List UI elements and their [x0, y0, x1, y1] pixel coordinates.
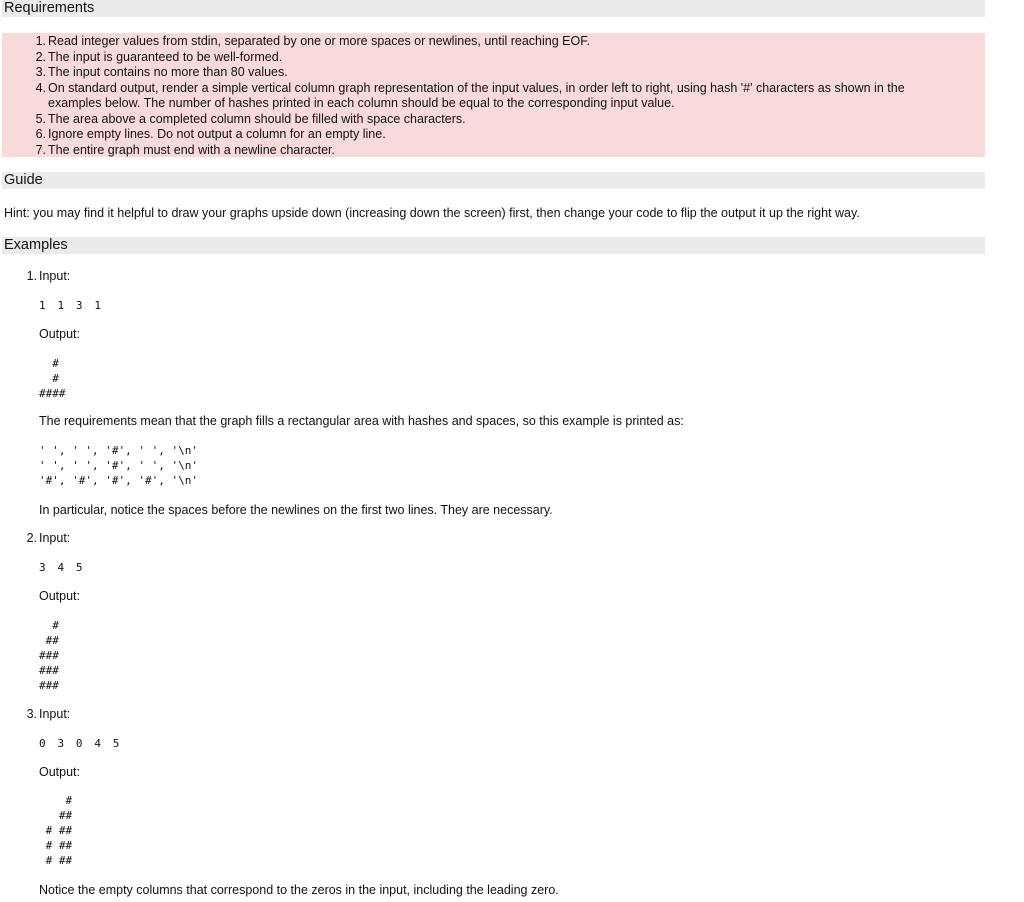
- guide-hint: Hint: you may find it helpful to draw your graphs upside down (increasing down the screen) first, then change your code to flip the output it up the right way.: [4, 206, 860, 220]
- list-number: 5.: [35, 111, 46, 126]
- example-output-line: #: [39, 619, 59, 632]
- requirement-text: Read integer values from stdin, separated by one or more spaces or newlines, until reaching EOF.: [48, 34, 590, 48]
- example-output-line: ###: [39, 649, 59, 662]
- list-number: 4.: [35, 80, 46, 95]
- output-label: Output:: [39, 327, 80, 341]
- requirements-heading: Requirements: [2, 0, 985, 17]
- example-output-line: ###: [39, 664, 59, 677]
- requirements-box: [2, 33, 985, 157]
- example-number: 2.: [26, 531, 37, 545]
- example-number: 1.: [26, 269, 37, 283]
- requirement-text: The entire graph must end with a newline character.: [48, 142, 335, 157]
- requirement-text: Ignore empty lines. Do not output a column for an empty line.: [48, 127, 386, 141]
- example-output-line: # ##: [39, 854, 73, 867]
- char-sequence-line: ' ', ' ', '#', ' ', '\n': [39, 459, 198, 472]
- example-output-line: # ##: [39, 839, 73, 852]
- list-number: 1.: [35, 34, 46, 48]
- requirement-text: The area above a completed column should be filled with space characters.: [48, 111, 466, 126]
- example-output-line: #: [39, 794, 73, 807]
- examples-heading: Examples: [2, 237, 985, 254]
- example-note: Notice the empty columns that correspond to the zeros in the input, including the leading zero.: [39, 883, 559, 897]
- example-input: 0 3 0 4 5: [39, 737, 123, 750]
- output-label: Output:: [39, 589, 80, 603]
- example-output-line: ##: [39, 809, 73, 822]
- list-number: 7.: [35, 142, 46, 157]
- input-label: Input:: [39, 707, 71, 721]
- requirement-text: On standard output, render a simple vertical column graph representation of the input values, in order left to right, using hash '#' characters as shown in the: [48, 80, 905, 95]
- example-output-line: ##: [39, 634, 59, 647]
- example-explanation: The requirements mean that the graph fills a rectangular area with hashes and spaces, so this example is printed as:: [39, 414, 684, 428]
- example-output-line: #: [39, 372, 59, 385]
- output-label: Output:: [39, 765, 80, 779]
- char-sequence-line: ' ', ' ', '#', ' ', '\n': [39, 444, 198, 457]
- list-number: 3.: [35, 65, 46, 79]
- requirement-text: The input is guaranteed to be well-formed.: [48, 49, 283, 64]
- example-output-line: ###: [39, 679, 59, 692]
- requirement-text: examples below. The number of hashes printed in each column should be equal to the corresponding input value.: [48, 96, 675, 110]
- input-label: Input:: [39, 269, 71, 283]
- char-sequence-line: '#', '#', '#', '#', '\n': [39, 474, 198, 487]
- example-number: 3.: [26, 707, 37, 721]
- input-label: Input:: [39, 531, 71, 545]
- example-output-line: ####: [39, 387, 66, 400]
- example-output-line: #: [39, 357, 59, 370]
- example-input: 1 1 3 1: [39, 299, 104, 312]
- example-note: In particular, notice the spaces before the newlines on the first two lines. They are necessary.: [39, 503, 553, 517]
- guide-heading: Guide: [2, 172, 985, 189]
- list-number: 2.: [35, 49, 46, 64]
- example-output-line: # ##: [39, 824, 73, 837]
- list-number: 6.: [35, 127, 46, 141]
- requirement-text: The input contains no more than 80 values.: [48, 65, 288, 79]
- example-input: 3 4 5: [39, 561, 86, 574]
